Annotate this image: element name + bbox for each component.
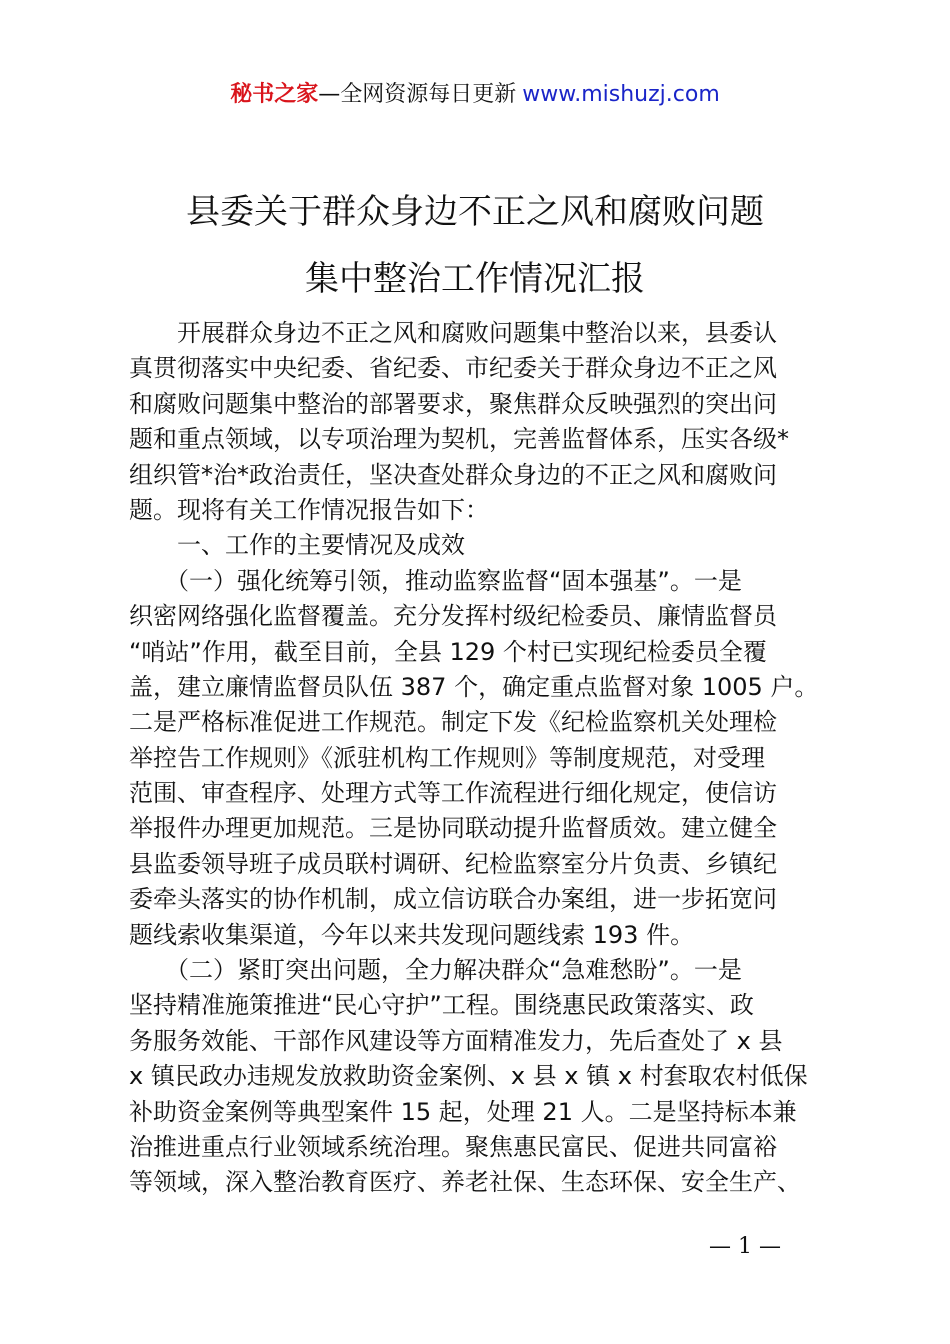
body-line: 县监委领导班子成员联村调研、纪检监察室分片负责、乡镇纪 [129, 849, 777, 878]
body-line: 织密网络强化监督覆盖。充分发挥村级纪检委员、廉情监督员 [129, 602, 777, 631]
body-line: 二是严格标准促进工作规范。制定下发《纪检监察机关处理检 [129, 708, 777, 737]
subsection-heading: （二）紧盯突出问题，全力解决群众“急难愁盼”。一是 [129, 956, 742, 985]
brand-name: 秘书之家 [230, 82, 319, 107]
document-body [129, 316, 839, 1201]
body-line: 组织管*治*政治责任，坚决查处群众身边的不正之风和腐败问 [129, 460, 777, 489]
document-title-line-2: 集中整治工作情况汇报 [305, 259, 645, 299]
document-title-line-1: 县委关于群众身边不正之风和腐败问题 [186, 192, 764, 232]
body-line: 和腐败问题集中整治的部署要求，聚焦群众反映强烈的突出问 [129, 389, 777, 418]
body-line: 范围、审查程序、处理方式等工作流程进行细化规定，使信访 [129, 779, 777, 808]
body-line: 题。现将有关工作情况报告如下： [129, 495, 489, 524]
body-line: 题和重点领域，以专项治理为契机，完善监督体系，压实各级* [129, 425, 789, 454]
body-line: 补助资金案例等典型案件 15 起，处理 21 人。二是坚持标本兼 [129, 1097, 797, 1126]
body-line: 治推进重点行业领域系统治理。聚焦惠民富民、促进共同富裕 [129, 1132, 777, 1161]
body-line: x 镇民政办违规发放救助资金案例、x 县 x 镇 x 村套取农村低保 [129, 1062, 808, 1091]
header-tagline: —全网资源每日更新 [318, 82, 517, 107]
section-heading: 一、工作的主要情况及成效 [129, 531, 465, 560]
body-line: 举报件办理更加规范。三是协同联动提升监督质效。建立健全 [129, 814, 777, 843]
body-line: 等领域，深入整治教育医疗、养老社保、生态环保、安全生产、 [129, 1168, 801, 1197]
body-line: 真贯彻落实中央纪委、省纪委、市纪委关于群众身边不正之风 [129, 354, 777, 383]
site-url-link[interactable]: www.mishuzj.com [522, 82, 720, 107]
body-line: 开展群众身边不正之风和腐败问题集中整治以来，县委认 [129, 319, 777, 347]
body-line: 题线索收集渠道，今年以来共发现问题线索 193 件。 [129, 920, 695, 949]
body-line: 务服务效能、干部作风建设等方面精准发力，先后查处了 x 县 [129, 1026, 783, 1055]
body-line: 坚持精准施策推进“民心守护”工程。围绕惠民政策落实、政 [129, 991, 754, 1020]
body-line: 举控告工作规则》《派驻机构工作规则》等制度规范，对受理 [129, 743, 765, 772]
subsection-heading: （一）强化统筹引领，推动监察监督“固本强基”。一是 [129, 566, 742, 595]
body-line: 盖，建立廉情监督员队伍 387 个，确定重点监督对象 1005 户。 [129, 672, 819, 701]
body-line: “哨站”作用，截至目前，全县 129 个村已实现纪检委员全覆 [129, 637, 767, 666]
body-line: 委牵头落实的协作机制，成立信访联合办案组，进一步拓宽问 [129, 885, 777, 914]
site-header-banner [0, 78, 950, 112]
page-number: — 1 — [709, 1234, 781, 1259]
